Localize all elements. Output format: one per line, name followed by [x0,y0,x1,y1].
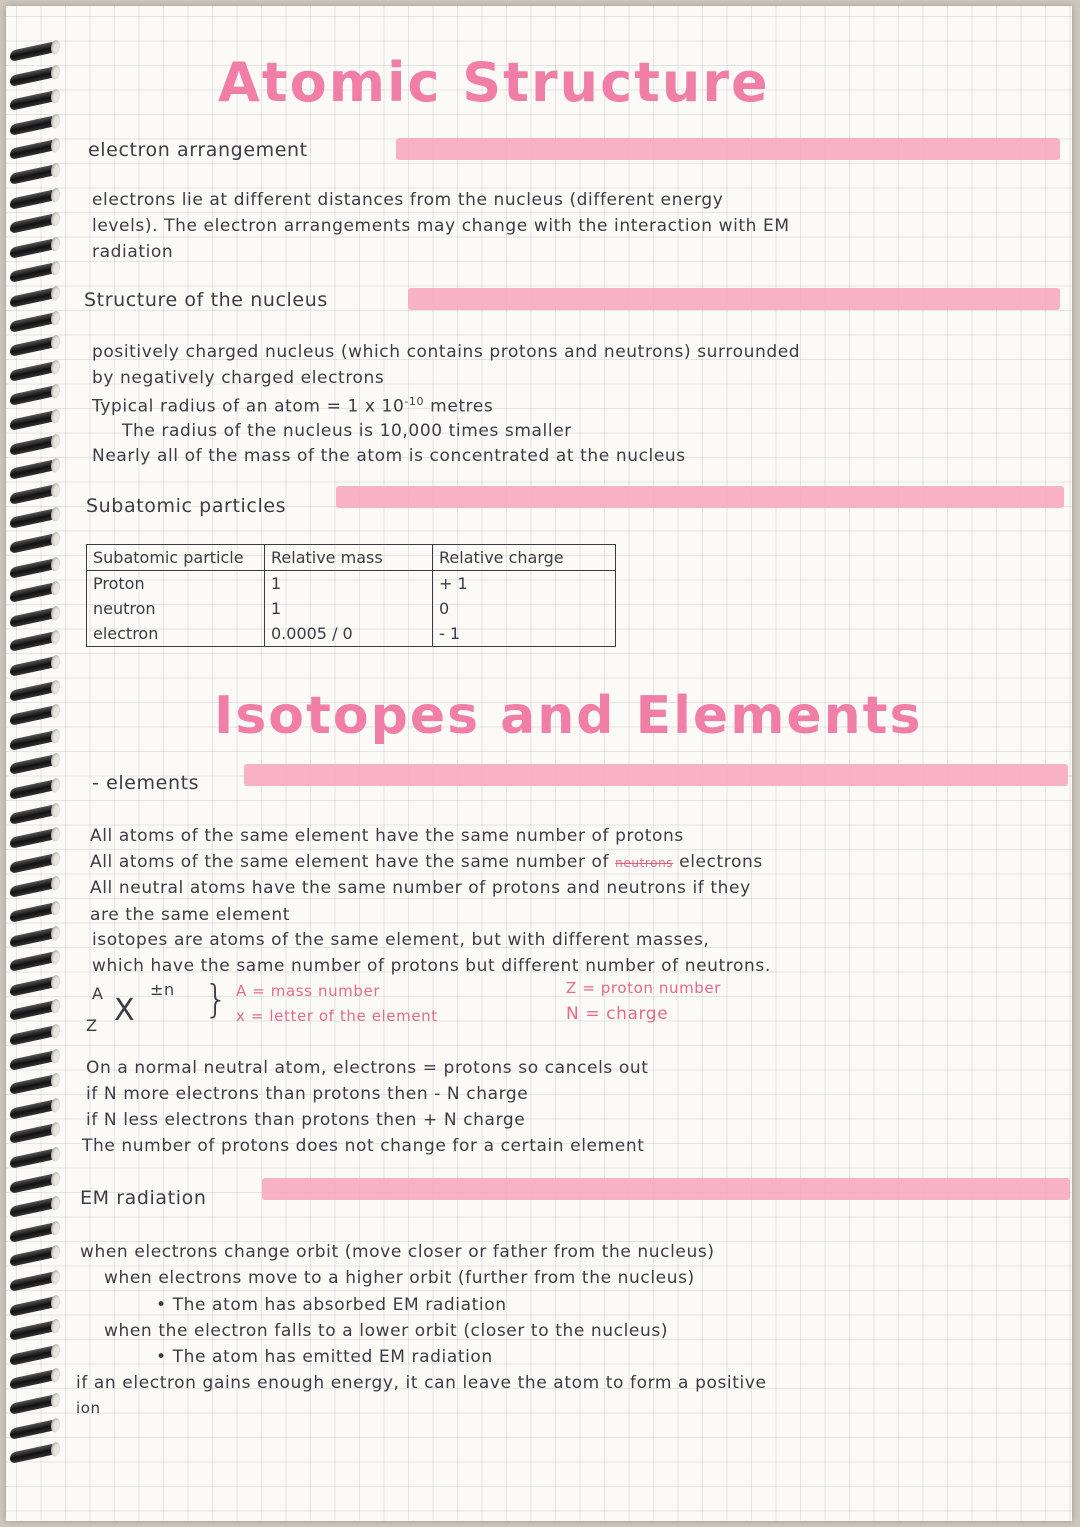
spiral-ring [10,1394,56,1415]
section-title-isotopes: Isotopes and Elements [214,686,923,746]
radius-unit: metres [430,396,494,417]
table-row [87,571,616,597]
definition-z: Z = proton number [566,979,721,997]
spiral-ring [10,632,56,653]
spiral-ring [10,263,56,284]
text-line: positively charged nucleus (which contains protons and neutrons) surrounded [92,342,801,362]
notation-z: Z [86,1016,98,1035]
notation-brace: } [204,977,229,1021]
definition-x: x = letter of the element [236,1007,438,1025]
column-header: Relative mass [265,545,433,571]
text-line: levels). The electron arrangements may change with the interaction with EM [92,216,790,236]
spiral-ring [10,1099,56,1120]
spiral-ring [10,238,56,259]
spiral-ring [10,509,56,530]
spiral-ring [10,140,56,161]
text-line: radiation [92,242,174,262]
spiral-ring [10,1050,56,1071]
spiral-ring [10,558,56,579]
spiral-ring [10,681,56,702]
radius-line [92,396,493,416]
spiral-ring [10,853,56,874]
text-line: The number of protons does not change for a certain element [82,1136,645,1156]
notation-x: X [114,993,136,1028]
spiral-ring [10,1173,56,1194]
spiral-ring [10,1197,56,1218]
spiral-ring [10,533,56,554]
heading-highlight [396,138,1060,160]
spiral-ring [10,66,56,87]
spiral-ring [10,582,56,603]
spiral-ring [10,656,56,677]
spiral-ring [10,1247,56,1268]
text-line: by negatively charged electrons [92,368,385,388]
spiral-ring [10,804,56,825]
notation-a: A [92,984,104,1003]
spiral-ring [10,1296,56,1317]
heading-highlight [408,288,1060,310]
spiral-ring [10,484,56,505]
spiral-ring [10,1148,56,1169]
bullet-line: • The atom has absorbed EM radiation [156,1295,507,1315]
spiral-ring [10,1025,56,1046]
notation-n: ±n [150,980,175,999]
table-cell: - 1 [433,621,616,647]
spiral-ring [10,189,56,210]
section-heading-subatomic: Subatomic particles [86,495,287,517]
spiral-ring [10,828,56,849]
text-line: which have the same number of protons but different number of neutrons. [92,956,771,976]
spiral-ring [10,1443,56,1464]
spiral-ring [10,410,56,431]
spiral-ring [10,755,56,776]
spiral-ring [10,607,56,628]
text-line: when electrons change orbit (move closer or father from the nucleus) [80,1242,715,1262]
spiral-ring [10,435,56,456]
section-heading-nucleus: Structure of the nucleus [84,289,328,311]
spiral-ring [10,361,56,382]
spiral-ring [10,779,56,800]
table-cell: 1 [265,596,433,621]
notebook-page [6,6,1072,1521]
spiral-ring [10,927,56,948]
spiral-ring [10,287,56,308]
table-cell: 0 [433,596,616,621]
heading-highlight [262,1178,1070,1200]
table-cell: Proton [87,571,265,597]
section-heading-electron-arrangement: electron arrangement [88,139,308,161]
spiral-ring [10,878,56,899]
text-line: if N less electrons than protons then + N charge [86,1110,526,1130]
spiral-ring [10,1271,56,1292]
column-header: Relative charge [433,545,616,571]
spiral-ring [10,1370,56,1391]
text-line: are the same element [90,905,290,925]
spiral-ring [10,115,56,136]
subatomic-table [86,544,616,647]
spiral-ring [10,1419,56,1440]
spiral-ring [10,1320,56,1341]
table-row [87,596,616,621]
spiral-ring [10,164,56,185]
text-line: electrons lie at different distances from the nucleus (different energy [92,190,724,210]
spiral-ring [10,730,56,751]
column-header: Subatomic particle [87,545,265,571]
text-line: ion [76,1399,101,1417]
radius-exponent: -10 [404,395,425,408]
text-line: isotopes are atoms of the same element, but with different masses, [92,930,710,950]
spiral-ring [10,386,56,407]
table-cell: 0.0005 / 0 [265,621,433,647]
spiral-ring [10,1001,56,1022]
definition-a: A = mass number [236,982,381,1000]
spiral-ring [10,312,56,333]
text-line: All neutral atoms have the same number of protons and neutrons if they [90,878,751,898]
section-heading-em: EM radiation [80,1187,207,1209]
spiral-ring [10,90,56,111]
bullet-line: • The atom has emitted EM radiation [156,1347,493,1367]
text-line: On a normal neutral atom, electrons = protons so cancels out [86,1058,649,1078]
text-line: when electrons move to a higher orbit (further from the nucleus) [104,1268,695,1288]
heading-highlight [244,764,1068,786]
table-cell: + 1 [433,571,616,597]
text-line: All atoms of the same element have the same number of protons [90,826,684,846]
spiral-ring [10,705,56,726]
text-line: if an electron gains enough energy, it can leave the atom to form a positive [76,1373,767,1393]
table-cell: electron [87,621,265,647]
spiral-ring [10,976,56,997]
spiral-ring [10,1124,56,1145]
table-row [87,621,616,647]
spiral-binding [10,46,70,1486]
definition-n: N = charge [566,1004,669,1024]
spiral-ring [10,1074,56,1095]
text-line: if N more electrons than protons then - N charge [86,1084,529,1104]
spiral-ring [10,1345,56,1366]
spiral-ring [10,41,56,62]
spiral-ring [10,213,56,234]
table-cell: neutron [87,596,265,621]
table-header-row [87,545,616,571]
heading-highlight [336,486,1064,508]
text-line: The radius of the nucleus is 10,000 times smaller [122,421,572,441]
section-heading-elements: - elements [92,772,200,794]
text-line: Nearly all of the mass of the atom is concentrated at the nucleus [92,446,686,466]
spiral-ring [10,902,56,923]
struck-word: neutrons [615,856,674,870]
text-line-with-correction [90,854,763,871]
correction-word: electrons [679,852,763,872]
text-line: All atoms of the same element have the same number of [90,852,610,872]
table-cell: 1 [265,571,433,597]
spiral-ring [10,336,56,357]
page-title: Atomic Structure [218,51,770,114]
text-line: when the electron falls to a lower orbit (closer to the nucleus) [104,1321,669,1341]
spiral-ring [10,951,56,972]
spiral-ring [10,459,56,480]
radius-text: Typical radius of an atom = 1 x 10 [92,396,405,417]
spiral-ring [10,1222,56,1243]
